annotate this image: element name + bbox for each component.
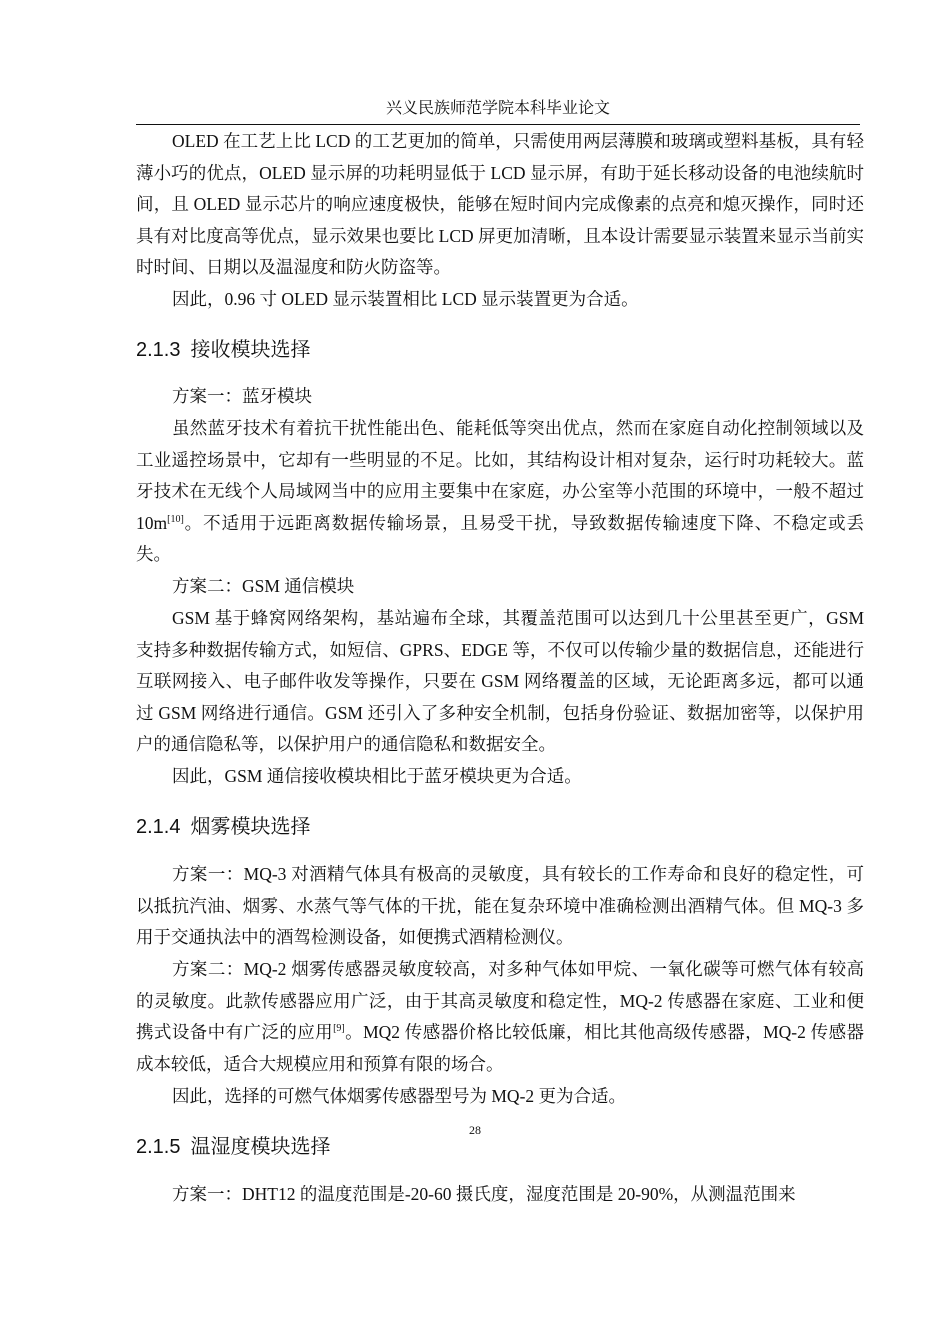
- section-heading-2-1-4: [136, 813, 310, 841]
- running-header: 兴义民族师范学院本科毕业论文: [385, 100, 610, 117]
- paragraph-bluetooth-description: 虽然蓝牙技术有着抗干扰性能出色、能耗低等突出优点，然而在家庭自动化控制领域以及工业遥控场景中，它却有一些明显的不足。比如，其结构设计相对复杂，运行时功耗较大。蓝牙技术在无线个人局域网当中的应用主要集中在家庭，办公室等小范围的环境中，一般不超过 10m[10]。不适用于远距离数据传输场景，且易受干扰，导致数据传输速度下降、不稳定或丢失。: [136, 418, 864, 565]
- paragraph-smoke-conclusion: 因此，选择的可燃气体烟雾传感器型号为 MQ-2 更为合适。: [172, 1086, 627, 1106]
- section-number: 2.1.3: [136, 339, 181, 361]
- section-heading-2-1-3: [136, 336, 310, 364]
- citation-ref-10: [10]: [167, 513, 184, 525]
- paragraph-option-gsm: 方案二：GSM 通信模块: [172, 576, 355, 596]
- citation-ref-9: [9]: [333, 1023, 345, 1035]
- header-rule: [136, 124, 860, 125]
- section-title: 烟雾模块选择: [190, 816, 311, 838]
- section-heading-2-1-5: [136, 1133, 330, 1161]
- page-number: 28: [469, 1123, 481, 1137]
- paragraph-option-mq3: 方案一：MQ-3 对酒精气体具有极高的灵敏度，具有较长的工作寿命和良好的稳定性，可以抵抗汽油、烟雾、水蒸气等气体的干扰，能在复杂环境中准确检测出酒精气体。但 MQ-3 多用于交通执法中的酒驾检测设备，如便携式酒精检测仪。: [136, 864, 864, 948]
- section-number: 2.1.5: [136, 1136, 181, 1158]
- paragraph-oled-conclusion: 因此，0.96 寸 OLED 显示装置相比 LCD 显示装置更为合适。: [172, 289, 639, 309]
- section-number: 2.1.4: [136, 816, 181, 838]
- section-title: 接收模块选择: [190, 339, 311, 361]
- paragraph-option-bluetooth: 方案一：蓝牙模块: [172, 386, 312, 406]
- paragraph-oled-advantages: OLED 在工艺上比 LCD 的工艺更加的简单，只需使用两层薄膜和玻璃或塑料基板，具有轻薄小巧的优点，OLED 显示屏的功耗明显低于 LCD 显示屏，有助于延长移动设备的电池续航时间，且 OLED 显示芯片的响应速度极快，能够在短时间内完成像素的点亮和熄灭操作，同时还具有对比度高等优点，显示效果也要比 LCD 屏更加清晰，且本设计需要显示装置来显示当前实时时间、日期以及温湿度和防火防盗等。: [136, 131, 864, 278]
- paragraph-option-dht12: 方案一：DHT12 的温度范围是-20-60 摄氏度，湿度范围是 20-90%，从测温范围来: [172, 1184, 796, 1204]
- paragraph-receiver-conclusion: 因此，GSM 通信接收模块相比于蓝牙模块更为合适。: [172, 766, 582, 786]
- paragraph-gsm-description: GSM 基于蜂窝网络架构，基站遍布全球，其覆盖范围可以达到几十公里甚至更广，GSM 支持多种数据传输方式，如短信、GPRS、EDGE 等，不仅可以传输少量的数据信息，还能进行互联网接入、电子邮件收发等操作，只要在 GSM 网络覆盖的区域，无论距离多远，都可以通过 GSM 网络进行通信。GSM 还引入了多种安全机制，包括身份验证、数据加密等，以保护用户的通信隐私等，以保护用户的通信隐私和数据安全。: [136, 608, 864, 755]
- paragraph-option-mq2: 方案二：MQ-2 烟雾传感器灵敏度较高，对多种气体如甲烷、一氧化碳等可燃气体有较高的灵敏度。此款传感器应用广泛，由于其高灵敏度和稳定性，MQ-2 传感器在家庭、工业和便携式设备中有广泛的应用[9]。MQ2 传感器价格比较低廉，相比其他高级传感器，MQ-2 传感器成本较低，适合大规模应用和预算有限的场合。: [136, 959, 864, 1074]
- section-title: 温湿度模块选择: [190, 1136, 331, 1158]
